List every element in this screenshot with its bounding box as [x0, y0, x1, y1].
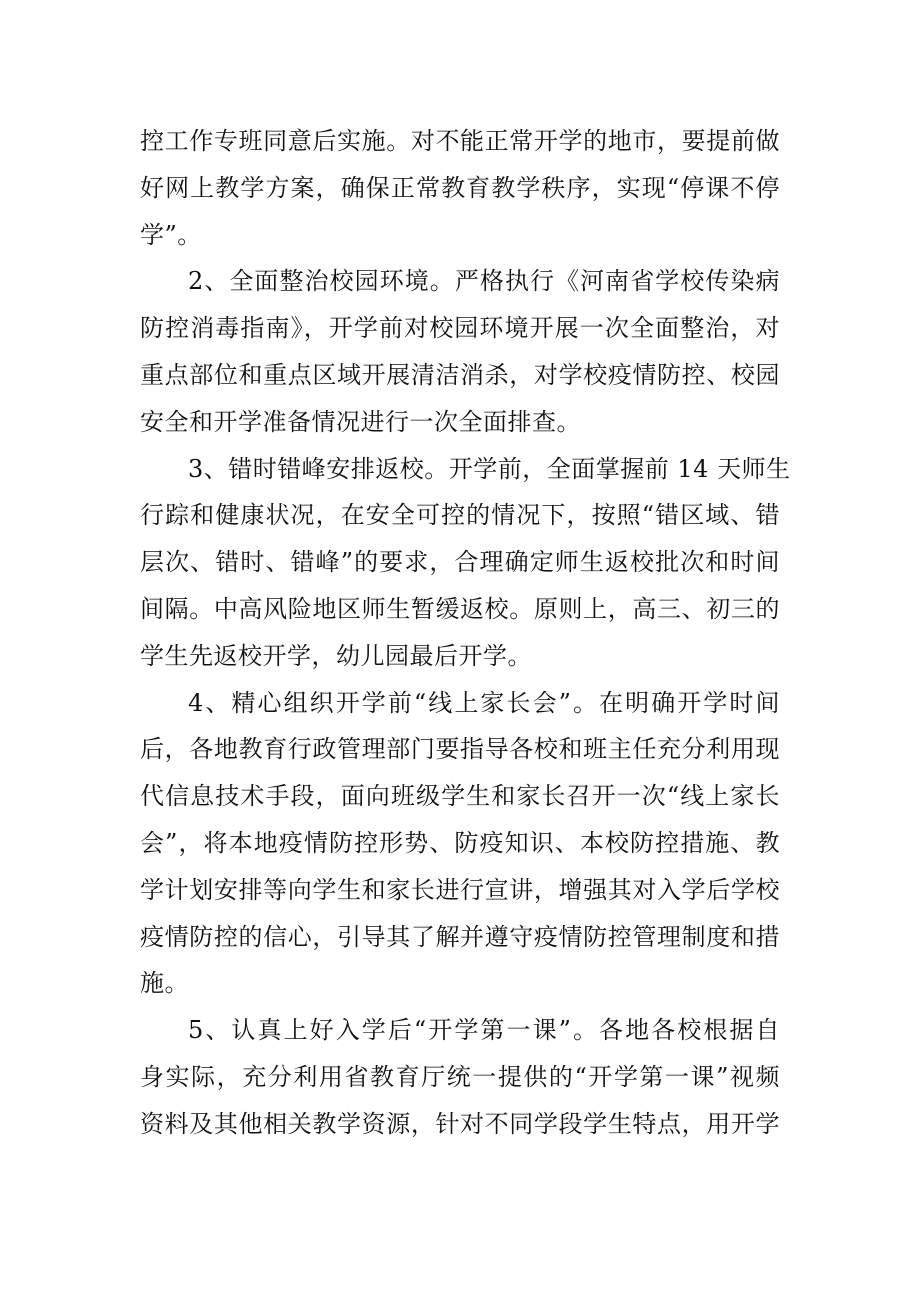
- text-line: 后，各地教育行政管理部门要指导各校和班主任充分利用现: [140, 735, 780, 764]
- text-line: 好网上教学方案，确保正常教育教学秩序，实现“停课不停: [140, 173, 780, 202]
- text-line: 身实际，充分利用省教育厅统一提供的“开学第一课”视频: [140, 1062, 780, 1091]
- text-line: 间隔。中高风险地区师生暂缓返校。原则上，高三、初三的: [140, 594, 780, 623]
- text-line: 安全和开学准备情况进行一次全面排查。: [140, 407, 581, 436]
- text-line: 控工作专班同意后实施。对不能正常开学的地市，要提前做: [140, 127, 780, 155]
- text-line: 代信息技术手段，面向班级学生和家长召开一次“线上家长: [140, 782, 780, 811]
- text-line: 4、精心组织开学前“线上家长会”。在明确开学时间: [188, 688, 780, 717]
- text-line: 施。: [140, 969, 189, 998]
- text-line: 防控消毒指南》，开学前对校园环境开展一次全面整治，对: [140, 314, 780, 343]
- text-line: 2、全面整治校园环境。严格执行《河南省学校传染病: [188, 267, 780, 296]
- text-line: 资料及其他相关教学资源，针对不同学段学生特点，用开学: [140, 1109, 780, 1138]
- text-line: 会”，将本地疫情防控形势、防疫知识、本校防控措施、教: [140, 828, 780, 857]
- text-line: 3、错时错峰安排返校。开学前，全面掌握前 14 天师生: [188, 454, 791, 483]
- text-line: 行踪和健康状况，在安全可控的情况下，按照“错区域、错: [140, 501, 780, 530]
- text-line: 学生先返校开学，幼儿园最后开学。: [140, 641, 532, 670]
- text-line: 5、认真上好入学后“开学第一课”。各地各校根据自: [188, 1016, 780, 1045]
- text-line: 学”。: [140, 220, 202, 249]
- text-line: 学计划安排等向学生和家长进行宣讲，增强其对入学后学校: [140, 875, 780, 904]
- text-line: 重点部位和重点区域开展清洁消杀，对学校疫情防控、校园: [140, 360, 780, 389]
- document-body: [140, 118, 791, 1148]
- text-line: 疫情防控的信心，引导其了解并遵守疫情防控管理制度和措: [140, 922, 780, 951]
- text-line: 层次、错时、错峰”的要求，合理确定师生返校批次和时间: [140, 548, 780, 577]
